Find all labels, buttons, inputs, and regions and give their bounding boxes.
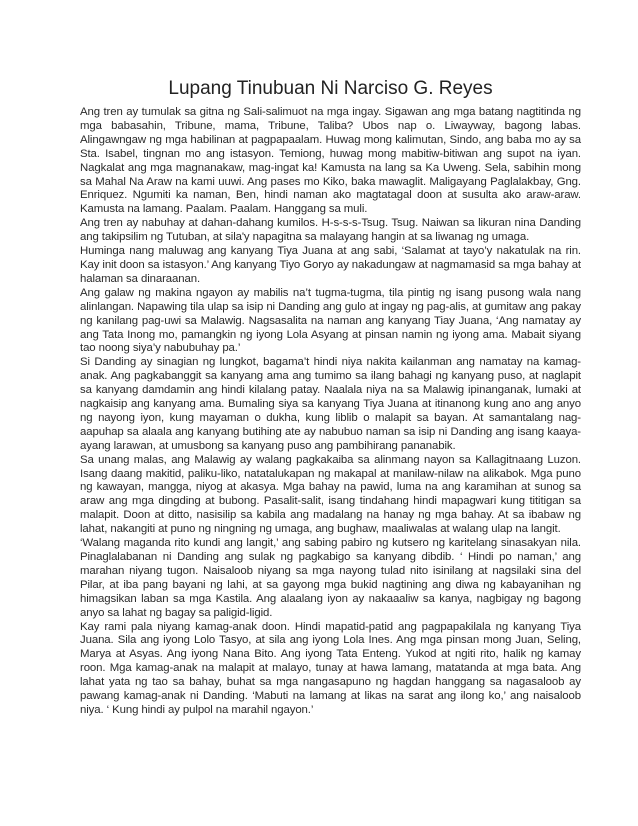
paragraph: ‘Walang maganda rito kundi ang langit,’ ang sabing pabiro ng kutsero ng karitelang sinasakyan nila. Pinaglalabanan ni Danding ang sulak ng pagkabigo sa kanyang dibdib. ‘ Hindi po naman,’ ang marahan niyang tugon. Naisaloob niyang sa mga nayong tulad nito isinilang at nagsilaki sina del Pilar, at iba pang bayani ng lahi, at sa gayong mga bukid nagtining ang diwa ng kabayanihan ng himagsikan laban sa mga Kastila. Ang alaalang iyon ay nakaaaliw sa kanya, nagbigay ng bagong anyo sa lahat ng bagay sa paligid-ligid.: [80, 537, 581, 619]
paragraph: Si Danding ay sinagian ng lungkot, bagama’t hindi niya nakita kailanman ang namatay na kamag-anak. Ang pagkabanggit sa kanyang ama ang tumimo sa ilang bahagi ng kanyang puso, at naglapit sa kanyang damdamin ang hindi kilalang patay. Naalala niya na sa Malawig ipinanganak, lumaki at nagkaisip ang kanyang ama. Bumaling siya sa kanyang Tiya Juana at itinanong kung ano ang anyo ng nayong iyon, kung mayaman o dukha, kung liblib o malapit sa bayan. At samantalang nag-aapuhap sa alaala ang kanyang butihing ate ay nabubuo naman sa isip ni Danding ang isang kaaya-ayang larawan, at umusbong sa kanyang puso ang pambihirang pananabik.: [80, 356, 581, 452]
paragraph: Kay rami pala niyang kamag-anak doon. Hindi mapatid-patid ang pagpapakilala ng kanyang Tiya Juana. Sila ang iyong Lolo Tasyo, at sila ang iyong Lola Ines. Ang mga pinsan mong Juan, Seling, Marya at Asyas. Ang iyong Nana Bito. Ang iyong Tata Enteng. Yukod at ngiti rito, halik ng kamay roon. Mga kamag-anak na malapit at malayo, tunay at hawa lamang, matatanda at mga bata. Ang lahat yata ng tao sa bahay, buhat sa mga nangasapuno ng hagdan hanggang sa nagasaloob ay pawang kamag-anak ni Danding. ‘Mabuti na lamang at likas na sarat ang ilong ko,’ ang naisaloob niya. ‘ Kung hindi ay pulpol na marahil ngayon.’: [80, 620, 581, 716]
document-title: Lupang Tinubuan Ni Narciso G. Reyes: [168, 78, 493, 99]
paragraph: Ang tren ay tumulak sa gitna ng Sali-salimuot na mga ingay. Sigawan ang mga batang nagtitinda ng mga babasahin, Tribune, mama, Tribune, Taliba? Ubos nap o. Liwayway, bagong labas. Alingawngaw ng mga habilinan at pagpapaalam. Huwag mong kalimutan, Sindo, ang baba mo ay sa Sta. Isabel, tingnan mo ang istasyon. Temiong, huwag mong mabitiw-bitiwan ang supot na iyan. Nagkalat ang mga magnanakaw, mag-ingat ka! Kamusta na lang sa Ka Uweng. Sela, sabihin mong sa Mahal Na Araw na kami uuwi. Ang pases mo Kiko, baka mawaglit. Maligayang Paglalakbay, Gng. Enriquez. Ngumiti ka naman, Ben, hindi naman ako magtatagal doon at susulta ako araw-araw. Kamusta na lamang. Paalam. Paalam. Hanggang sa muli.: [80, 106, 581, 216]
paragraph: Ang galaw ng makina ngayon ay mabilis na’t tugma-tugma, tila pintig ng isang pusong wala nang alinlangan. Napawing tila ulap sa isip ni Danding ang gulo at ingay ng pag-alis, at gumitaw ang pakay ng kanilang pag-uwi sa Malawig. Nagsasalita na naman ang kanyang Tiay Juana, ‘Ang namatay ay ang Tata Inong mo, pamangkin ng iyong Lola Asyang at pinsan namin ng iyong ama. Mabait siyang tao noong siya’y nabubuhay pa.’: [80, 286, 581, 355]
paragraph: Ang tren ay nabuhay at dahan-dahang kumilos. H-s-s-s-Tsug. Tsug. Naiwan sa likuran nina Danding ang takipsilim ng Tutuban, at sila'y napagitna sa malayang hangin at sa liwanag ng umaga.: [80, 217, 581, 244]
paragraph: Huminga nang maluwag ang kanyang Tiya Juana at ang sabi, ‘Salamat at tayo’y nakatulak na rin. Kay init doon sa istasyon.’ Ang kanyang Tiyo Goryo ay nakadungaw at nagmamasid sa mga bahay at halaman sa dinaraanan.: [80, 245, 581, 285]
paragraph: Sa unang malas, ang Malawig ay walang pagkakaiba sa alinmang nayon sa Kallagitnaang Luzon. Isang daang makitid, paliku-liko, natatalukapan ng makapal at manilaw-nilaw na alikabok. Mga puno ng kawayan, mangga, niyog at akasya. Mga bahay na pawid, luma na ang karamihan at sunog sa araw ang mga dingding at bubong. Pasalit-salit, isang tindahang hindi mapagwari kung tititigan sa malapit. Doon at ditto, nasisilip sa kabila ang madalang na hanay ng mga bahay. At sa ibabaw ng lahat, nakangiti at puno ng ningning ng umaga, ang bughaw, maaliwalas at walang ulap na langit.: [80, 453, 581, 536]
